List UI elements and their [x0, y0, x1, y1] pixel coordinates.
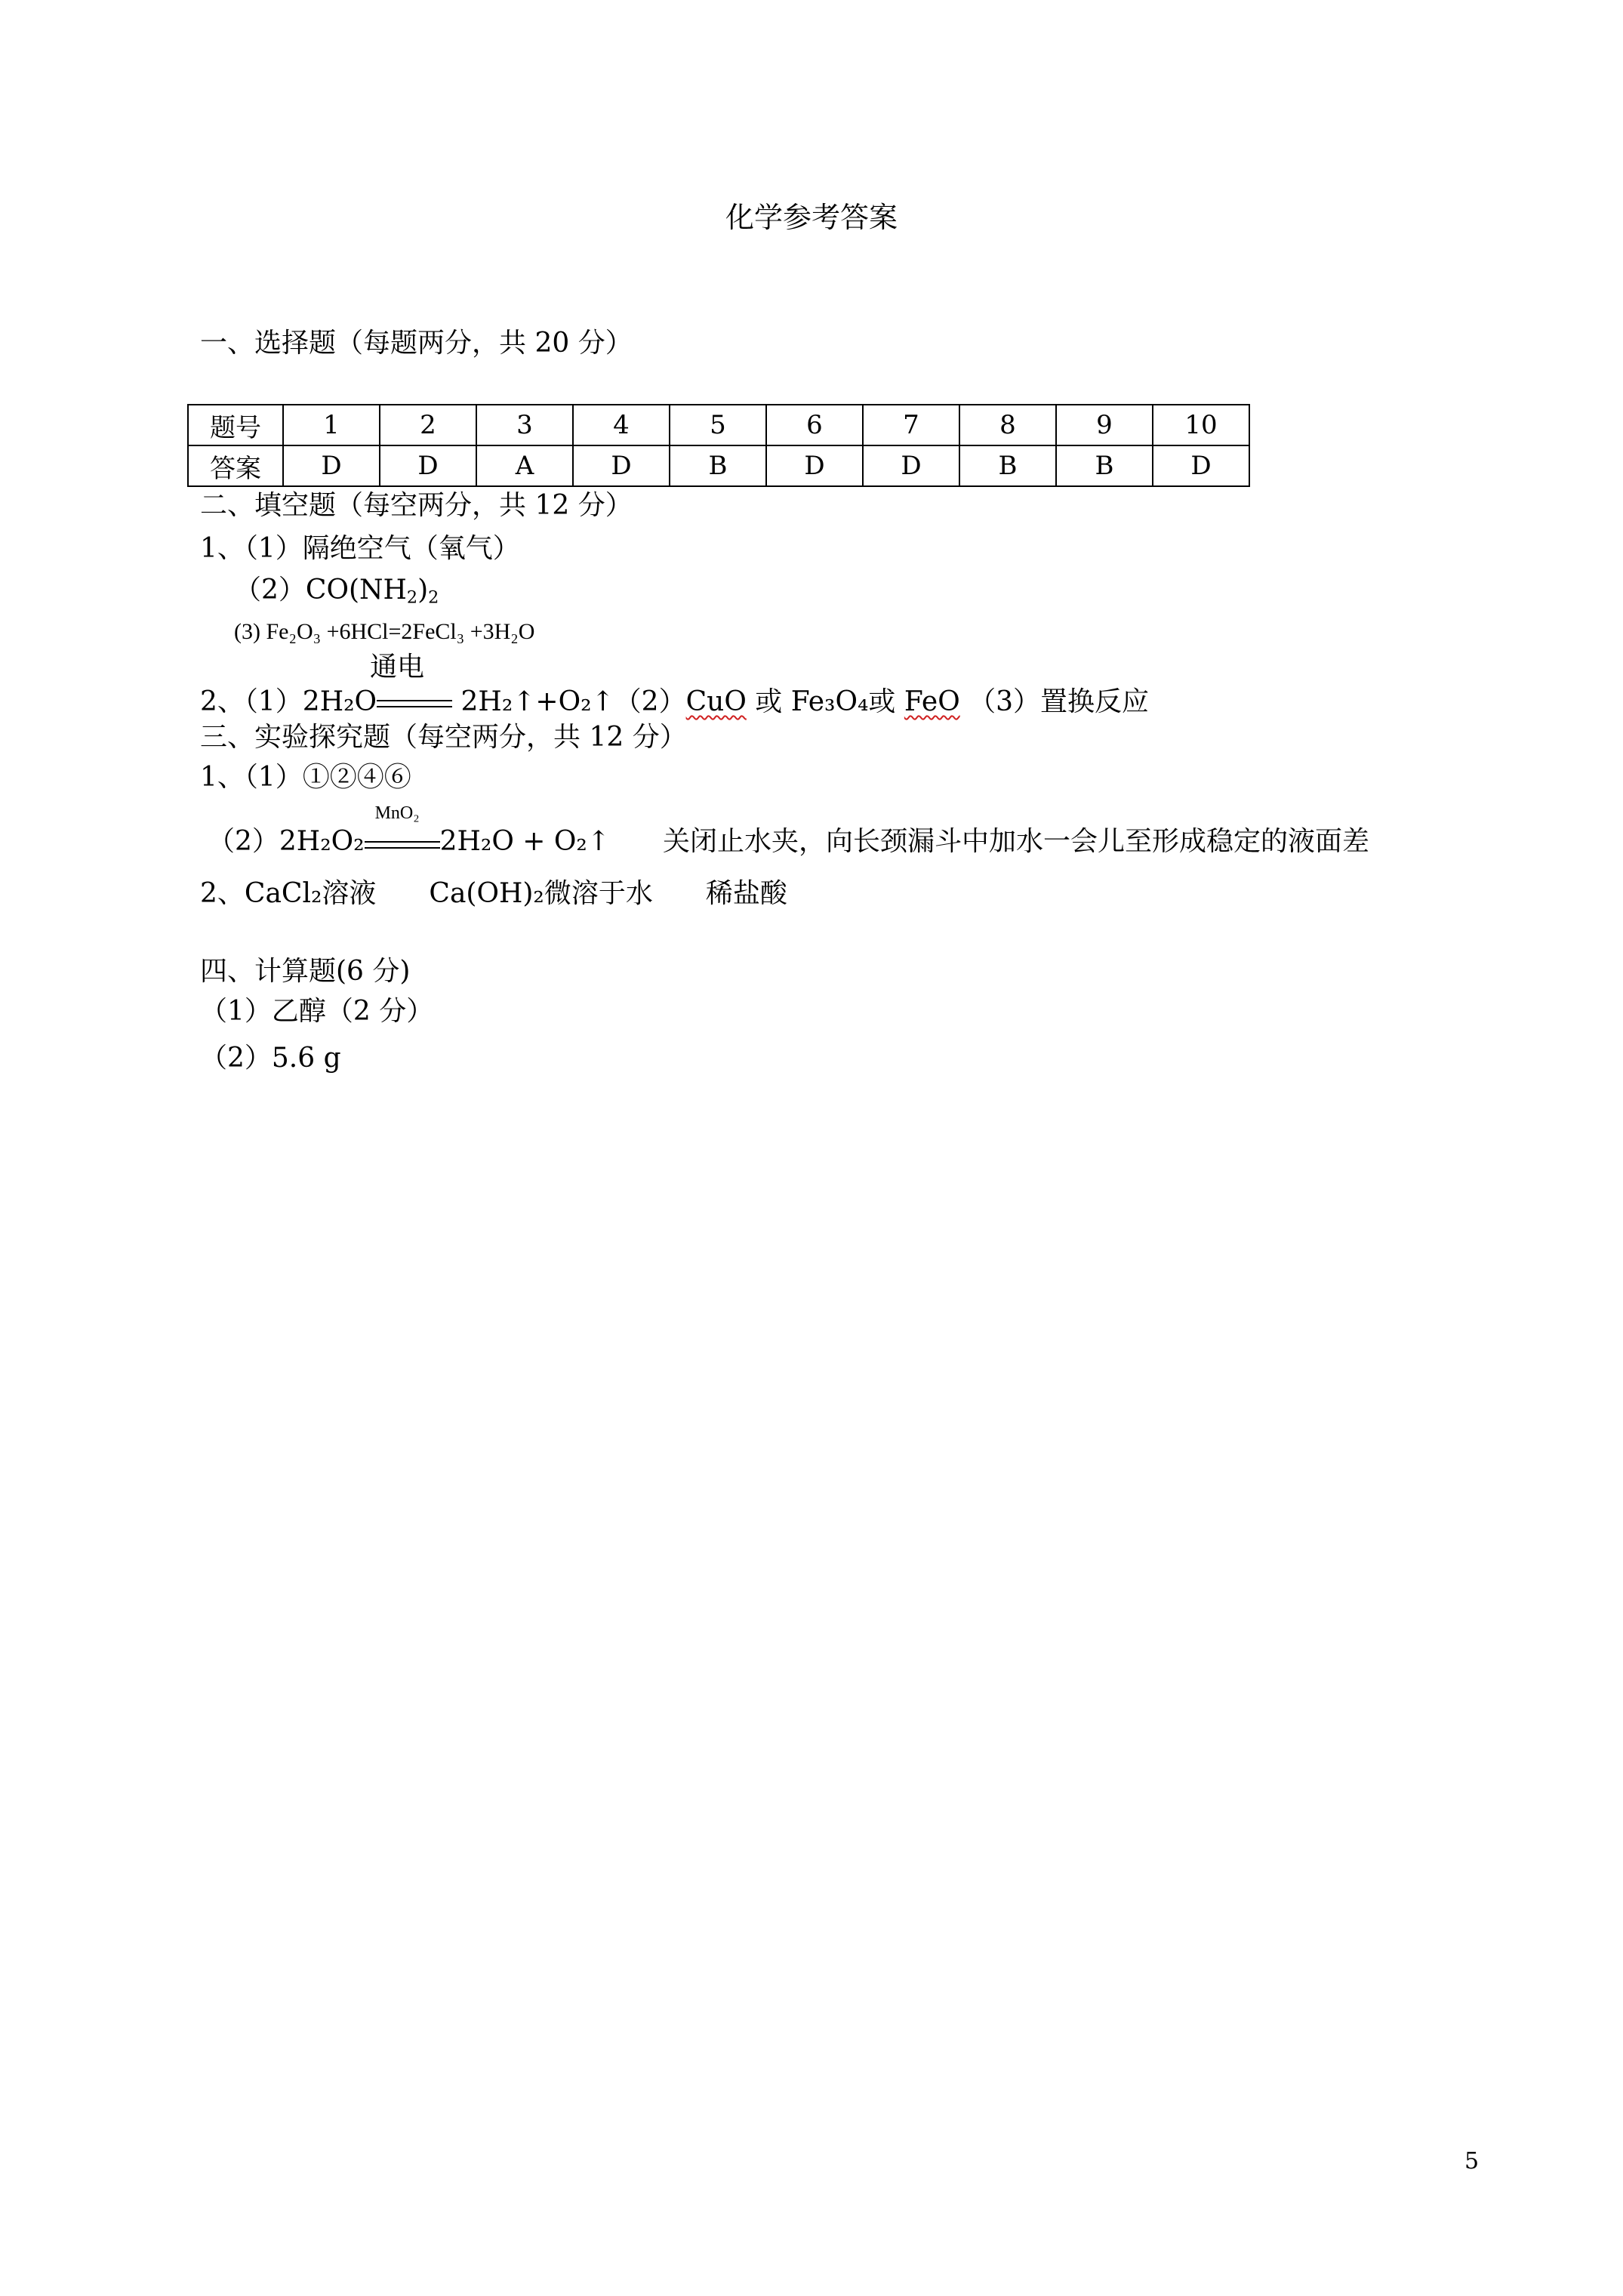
section2-q1-part1: 1、（1）隔绝空气（氧气） [200, 533, 520, 564]
question-number: 7 [863, 405, 959, 445]
formula-text: 或 Fe₃O₄或 [746, 686, 904, 717]
formula-text: 2H₂O + O₂↑ [439, 826, 610, 857]
section3-q2 [200, 877, 787, 911]
reaction-condition: 通电 [370, 652, 425, 683]
answer-cell: B [670, 445, 766, 486]
answer-cell: D [766, 445, 863, 486]
section4-q1: （1）乙醇（2 分） [200, 996, 434, 1027]
formula-text: 2H₂↑+O₂↑（2） [460, 686, 686, 717]
table-row [188, 405, 1249, 445]
section4-q2: （2）5.6 g [200, 1043, 341, 1074]
answer-cell: B [959, 445, 1056, 486]
subscript: 2 [428, 587, 439, 608]
section2-heading: 二、填空题（每空两分，共 12 分） [200, 490, 633, 521]
answer-cell: D [573, 445, 670, 486]
question-number: 5 [670, 405, 766, 445]
table-row [188, 445, 1249, 486]
answer-cell: D [283, 445, 380, 486]
header-label: 题号 [188, 405, 283, 445]
page-number: 5 [1464, 2148, 1480, 2174]
section3-heading: 三、实验探究题（每空两分，共 12 分） [200, 722, 687, 753]
section1-heading: 一、选择题（每题两分，共 20 分） [200, 328, 633, 359]
formula-text: （3）置换反应 [959, 686, 1150, 717]
formula-text: （2）2H₂O₂ [208, 826, 365, 857]
formula-text: 2、（1）2H₂O [200, 686, 377, 717]
question-number: 2 [380, 405, 476, 445]
answer-text: 2、CaCl₂溶液 [200, 878, 377, 909]
answer-label: 答案 [188, 445, 283, 486]
answer-table [187, 404, 1250, 487]
answer-cell: D [1153, 445, 1249, 486]
answer-cell: D [863, 445, 959, 486]
answer-text: Ca(OH)₂微溶于水 [429, 878, 653, 909]
question-number: 10 [1153, 405, 1249, 445]
answer-cell: D [380, 445, 476, 486]
answer-text: 关闭止水夹，向长颈漏斗中加水一会儿至形成稳定的液面差 [663, 826, 1370, 857]
equals-line [365, 837, 440, 853]
spellcheck-word: FeO [904, 686, 960, 717]
formula-text: ) [417, 575, 429, 606]
question-number: 8 [959, 405, 1056, 445]
section2-q1-part3: (3) Fe₂O₃ +6HCl=2FeCl₃ +3H₂O [234, 619, 535, 644]
section2-q2 [200, 686, 1149, 719]
document-title: 化学参考答案 [725, 201, 898, 234]
section3-q1-part1: 1、（1）①②④⑥ [200, 762, 411, 793]
question-number: 1 [283, 405, 380, 445]
catalyst-label: MnO₂ [374, 803, 420, 823]
question-number: 9 [1056, 405, 1153, 445]
subscript: 2 [406, 587, 418, 608]
answer-cell: B [1056, 445, 1153, 486]
question-number: 6 [766, 405, 863, 445]
equals-line [377, 695, 452, 712]
answer-cell: A [476, 445, 573, 486]
question-number: 3 [476, 405, 573, 445]
spellcheck-word: CuO [685, 686, 747, 717]
question-number: 4 [573, 405, 670, 445]
answer-text: 稀盐酸 [705, 878, 787, 909]
formula-text: （2）CO(NH [234, 575, 407, 606]
section4-heading: 四、计算题(6 分) [200, 956, 411, 987]
section2-q1-part2 [234, 574, 439, 607]
catalyst-arrow [365, 803, 440, 860]
section3-q1-part2 [208, 803, 1370, 860]
